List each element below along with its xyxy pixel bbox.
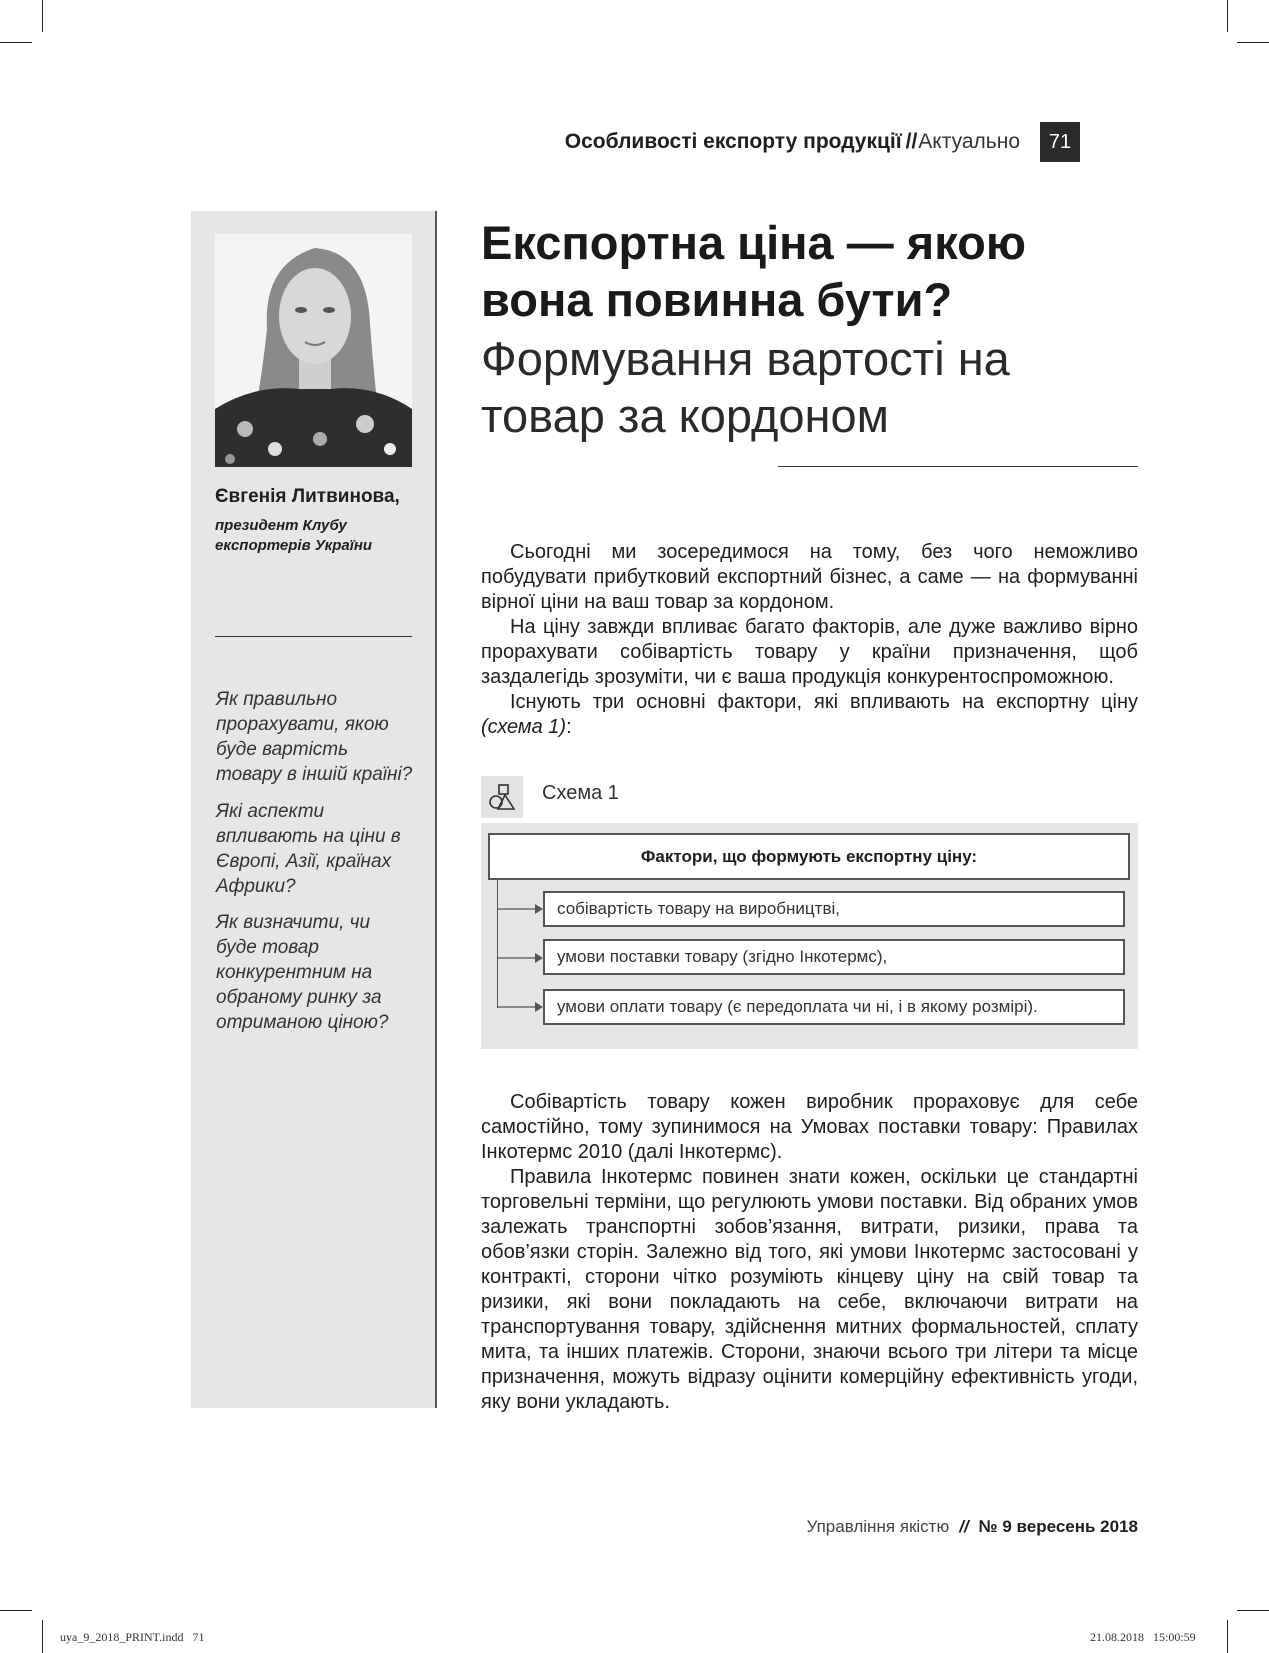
article-title: Експортна ціна — якою вона повинна бути? xyxy=(481,216,1026,326)
print-slug-timestamp: 21.08.2018 15:00:59 xyxy=(1090,1630,1196,1644)
sidebar-question: Як визначити, чи буде товар конкурентним на обраному ринку за отриманою ціною? xyxy=(216,912,389,1033)
arrow-icon xyxy=(497,903,543,915)
article-subtitle: Формування вартості на товар за кордоном xyxy=(481,332,1010,442)
scheme-reference: (схема 1) xyxy=(481,716,567,738)
connector-line xyxy=(497,878,498,1008)
rubric-label: Актуально xyxy=(918,130,1020,153)
author-photo xyxy=(215,234,412,467)
intro-text xyxy=(481,540,1138,740)
crop-mark xyxy=(1227,1620,1228,1653)
body-text xyxy=(481,1090,1138,1415)
shapes-icon xyxy=(481,776,523,818)
paragraph: Правила Інкотермс повинен знати кожен, оскільки це стандартні торговельні терміни, що регулюють умови поставки. Від обраних умов залежать транспортні зобов’язання, витрати, ризики, права та обов’язки сторін. Залежно від того, які умови Інкотермс застосовані у контракті, сторони чітко розуміють кінцеву ціну на свій товар та ризики, які вони покладають на себе, включаючи витрати на транспортування товару, здійснення митних формальностей, сплату мита, та інших платежів. Сторони, знаючи всього три літери та місце призначення, можуть відразу оцінити комерційну ефективність угоди, яку вони укладають. xyxy=(481,1166,1138,1413)
scheme-heading: Фактори, що формують експортну ціну: xyxy=(488,833,1130,880)
paragraph-text: Існують три основні фактори, які впливають на експортну ціну xyxy=(510,691,1138,713)
magazine-name: Управління якістю xyxy=(806,1517,950,1536)
scheme-factor: умови оплати товару (є передоплата чи ні, і в якому розмірі). xyxy=(543,989,1125,1025)
paragraph: Собівартість товару кожен виробник прораховує для себе самостійно, тому зупинимося на Умовах поставки товару: Правилах Інкотермс 2010 (далі Інкотермс). xyxy=(481,1091,1138,1163)
arrow-icon xyxy=(497,952,543,964)
print-slug-file: uya_9_2018_PRINT.indd 71 xyxy=(60,1630,205,1644)
crop-mark xyxy=(1237,1610,1269,1611)
issue-info: № 9 вересень 2018 xyxy=(978,1517,1138,1536)
scheme-factor: умови поставки товару (згідно Інкотермс), xyxy=(543,939,1125,975)
author-role: президент Клубу експортерів України xyxy=(215,517,373,554)
crop-mark xyxy=(0,42,32,43)
crop-mark xyxy=(1227,0,1228,32)
paragraph: Сьогодні ми зосередимося на тому, без чого неможливо побудувати прибутковий експортний бізнес, а саме — на формуванні вірної ціни на ваш товар за кордоном. xyxy=(481,541,1138,613)
paragraph: На ціну завжди впливає багато факторів, але дуже важливо вірно прорахувати собівартість товару у країни призначення, щоб заздалегідь зрозуміти, чи є ваша продукція конкурентоспроможною. xyxy=(481,616,1138,688)
punctuation: : xyxy=(566,716,572,738)
divider xyxy=(215,636,412,637)
running-header xyxy=(560,122,1080,162)
author-name: Євгенія Литвинова, xyxy=(215,486,400,507)
scheme-factor: собівартість товару на виробництві, xyxy=(543,891,1125,927)
crop-mark xyxy=(0,1610,32,1611)
paragraph xyxy=(481,690,1138,740)
scheme-label: Схема 1 xyxy=(542,782,619,804)
divider xyxy=(778,466,1138,467)
crop-mark xyxy=(42,1620,43,1653)
arrow-icon xyxy=(497,1001,543,1013)
footer-separator: // xyxy=(959,1517,969,1536)
section-title: Особливості експорту продукції xyxy=(564,130,902,153)
page-number: 71 xyxy=(1040,122,1080,162)
running-footer xyxy=(700,1517,1138,1537)
sidebar-question: Які аспекти впливають на ціни в Європі, Азії, країнах Африки? xyxy=(216,801,401,897)
sidebar-question: Як правильно прорахувати, якою буде вартість товару в іншій країні? xyxy=(216,689,413,785)
header-separator: // xyxy=(905,130,918,153)
crop-mark xyxy=(42,0,43,32)
crop-mark xyxy=(1237,42,1269,43)
